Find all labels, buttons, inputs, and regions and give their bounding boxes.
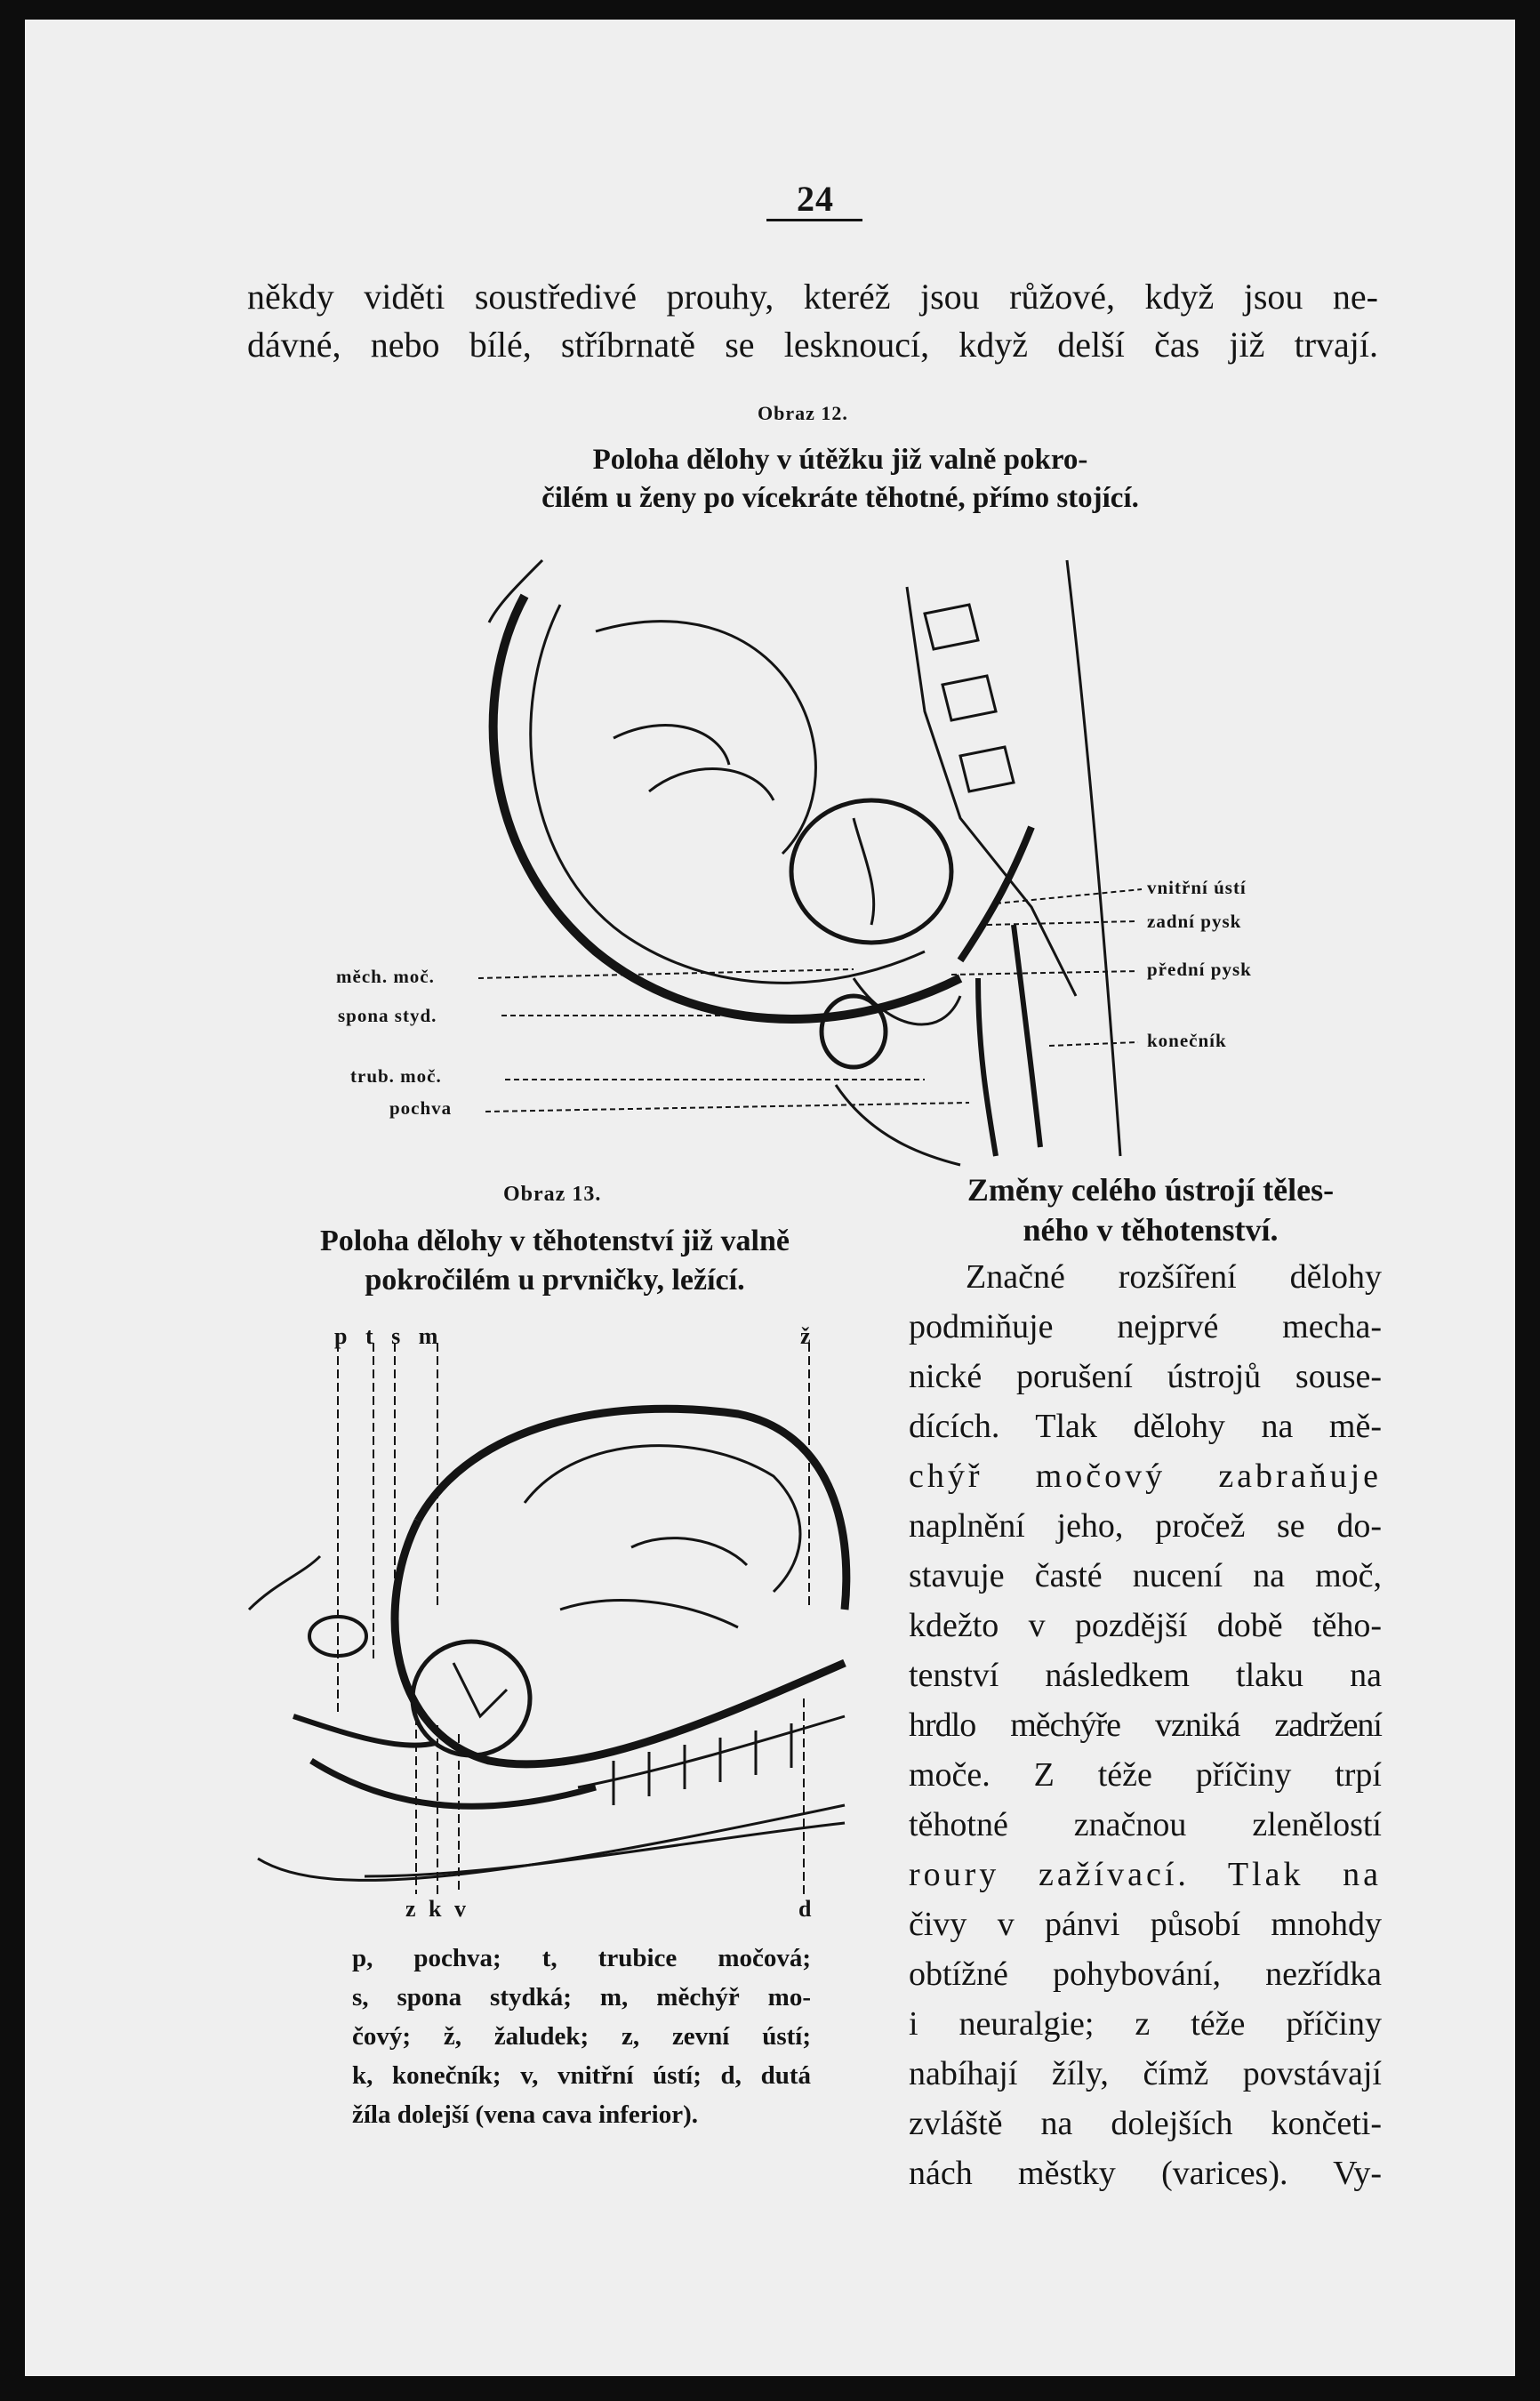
fig13-legend-line-2: s, spona stydká; m, měchýř mo- [352, 1983, 811, 2012]
fig12-label-spona-styd: spona styd. [338, 1005, 437, 1026]
section-body-line: nách městky (varices). Vy- [909, 2155, 1382, 2192]
figure13-label: Obraz 13. [503, 1183, 602, 1206]
fig12-label-vnitrni-usti: vnitřní ústí [1147, 877, 1247, 898]
intro-line-2: dávné, nebo bílé, stříbrnatě se lesknoucí, když delší čas již trvají. [247, 325, 1378, 365]
section-body-line: zvláště na dolejších končeti- [909, 2105, 1382, 2142]
figure12-caption-line-1: Poloha dělohy v útěžku již valně pokro- [592, 444, 1088, 476]
fig13-legend-line-1: p, pochva; t, trubice močová; [352, 1944, 811, 1972]
section-body-line: stavuje časté nucení na moč, [909, 1557, 1382, 1594]
fig13-legend-line-5: žíla dolejší (vena cava inferior). [352, 2100, 698, 2129]
section-body-line: dících. Tlak dělohy na mě- [909, 1408, 1382, 1445]
figure13-caption-line-2: pokročilém u prvničky, ležící. [365, 1264, 745, 1297]
fig13-head-suture [453, 1663, 507, 1716]
section-body-line: nické porušení ústrojů souse- [909, 1358, 1382, 1395]
fig13-legend-line-4: k, konečník; v, vnitřní ústí; d, dutá [352, 2061, 811, 2090]
section-body-line: hrdlo měchýře vzniká zadržení [909, 1706, 1382, 1744]
figure13-caption-line-1: Poloha dělohy v těhotenství již valně [320, 1225, 790, 1257]
figure12-label: Obraz 12. [758, 402, 848, 424]
figure13-illustration [240, 1343, 854, 1894]
fig13-letter-dula: d [798, 1896, 812, 1922]
leader-predni-pysk [951, 971, 1138, 975]
fig13-fetal-limb-2 [631, 1538, 747, 1565]
section-body-line: moče. Z téže příčiny trpí [909, 1756, 1382, 1794]
fig13-letters-bottom: z k v [405, 1896, 466, 1922]
section-body-line: těhotné značnou zlenělostí [909, 1806, 1382, 1843]
fig13-legend-line-3: čový; ž, žaludek; z, zevní ústí; [352, 2022, 811, 2051]
fig13-pubic-hair [249, 1556, 320, 1610]
leader-vnitrni-usti [996, 889, 1142, 903]
fig13-letters-top: p t s m [334, 1323, 438, 1349]
leader-mech-moc [478, 969, 854, 978]
page-number: 24 [797, 179, 834, 219]
section-body-line: čivy v pánvi působí mnohdy [909, 1906, 1382, 1943]
intro-line-1: někdy viděti soustředivé prouhy, kteréž jsou růžové, když jsou ne- [247, 277, 1378, 317]
section-body-line: obtížné pohybování, nezřídka [909, 1955, 1382, 1993]
section-body-line: podmiňuje nejprvé mecha- [909, 1308, 1382, 1345]
section-body-line: i neuralgie; z téže příčiny [909, 2005, 1382, 2043]
leader-pochva [485, 1103, 969, 1112]
fig12-label-predni-pysk: přední pysk [1147, 959, 1252, 980]
leader-konecnik [1049, 1042, 1138, 1046]
section-body-line: tenství následkem tlaku na [909, 1657, 1382, 1694]
fig13-vagina [293, 1716, 436, 1746]
figure13-caption [253, 1222, 857, 1300]
fig13-fetal-limb [560, 1601, 738, 1627]
fig13-letter-zaludek: ž [800, 1323, 811, 1349]
fig13-uterus-outer [418, 1409, 846, 1610]
section-title [910, 1170, 1391, 1250]
section-title-line-1: Změny celého ústrojí těles- [967, 1172, 1335, 1208]
leader-zadni-pysk [987, 921, 1136, 925]
fig12-label-konecnik: konečník [1147, 1030, 1227, 1051]
section-body-line: naplnění jeho, pročež se do- [909, 1507, 1382, 1545]
fig12-label-mech-moc: měch. moč. [336, 966, 435, 987]
section-body-line: kdežto v pozdější době těho- [909, 1607, 1382, 1644]
figure12-caption-line-2: čilém u ženy po vícekráte těhotné, přímo stojící. [541, 481, 1139, 514]
section-body-line: roury zažívací. Tlak na [909, 1856, 1382, 1893]
fig12-label-trub-moc: trub. moč. [350, 1065, 442, 1087]
section-body-line: Značné rozšíření dělohy [966, 1258, 1382, 1296]
fig12-label-pochva: pochva [389, 1097, 453, 1119]
section-title-line-2: ného v těhotenství. [1023, 1212, 1279, 1248]
fig12-label-zadni-pysk: zadní pysk [1147, 911, 1242, 932]
fig13-vertebrae [614, 1723, 791, 1805]
section-body-line: nabíhají žíly, čímž povstávají [909, 2055, 1382, 2092]
fig13-rectum [311, 1761, 596, 1806]
fig13-fetal-back [525, 1446, 800, 1592]
fig13-abdomen-skin [258, 1805, 845, 1880]
section-body-line: chýř močový zabraňuje [909, 1457, 1382, 1495]
